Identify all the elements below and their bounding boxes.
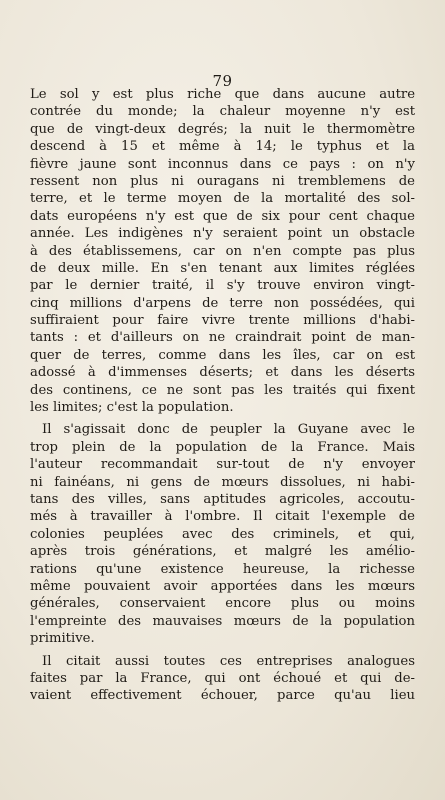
text-line: Il citait aussi toutes ces entreprises analogues (42, 653, 415, 669)
text-line: année. Les indigènes n'y seraient point un obstacle (30, 226, 415, 242)
text-line: à des établissemens, car on n'en compte pas plus (30, 243, 415, 259)
text-line: l'empreinte des mauvaises mœurs de la population (30, 613, 415, 629)
text-line: générales, conservaient encore plus ou moins (30, 596, 415, 612)
text-line: ressent non plus ni ouragans ni tremblemens de (30, 173, 415, 189)
text-line: suffiraient pour faire vivre trente millions d'habi- (30, 313, 415, 329)
text-line: dats européens n'y est que de six pour cent chaque (30, 208, 415, 224)
text-line: après trois générations, et malgré les amélio- (30, 544, 415, 560)
paragraph (30, 421, 415, 647)
text-line: fièvre jaune sont inconnus dans ce pays : on n'y (30, 156, 415, 172)
text-line: tants : et d'ailleurs on ne craindrait point de man- (30, 330, 415, 346)
text-line: adossé à d'immenses déserts; et dans les déserts (30, 365, 415, 381)
text-line: les limites; c'est la population. (30, 400, 234, 416)
text-line: ni fainéans, ni gens de mœurs dissolues, ni habi- (30, 474, 415, 490)
text-line: même pouvaient avoir apportées dans les mœurs (30, 578, 415, 594)
text-line: cinq millions d'arpens de terre non possédées, qui (30, 295, 415, 311)
text-line: contrée du monde; la chaleur moyenne n'y est (30, 104, 415, 120)
text-line: des continens, ce ne sont pas les traités qui fixent (30, 382, 415, 398)
text-line: que de vingt-deux degrés; la nuit le thermomètre (30, 121, 415, 137)
text-line: vaient effectivement échouer, parce qu'au lieu (30, 688, 415, 704)
paragraph (30, 653, 415, 705)
text-line: terre, et le terme moyen de la mortalité des sol- (30, 191, 415, 207)
text-line: colonies peuplées avec des criminels, et qui, (30, 526, 415, 542)
text-line: faites par la France, qui ont échoué et qui de- (30, 670, 415, 686)
text-block (30, 86, 415, 705)
text-line: primitive. (30, 631, 95, 647)
text-line: quer de terres, comme dans les îles, car on est (30, 347, 415, 363)
page-number: 79 (212, 72, 233, 90)
text-line: par le dernier traité, il s'y trouve environ vingt- (30, 278, 415, 294)
text-line: tans des villes, sans aptitudes agricoles, accoutu- (30, 491, 415, 507)
text-line: Il s'agissait donc de peupler la Guyane avec le (42, 422, 415, 438)
paragraph (30, 86, 415, 416)
text-line: de deux mille. En s'en tenant aux limites réglées (30, 260, 415, 276)
text-line: l'auteur recommandait sur-tout de n'y envoyer (30, 457, 415, 473)
text-line: descend à 15 et même à 14; le typhus et la (30, 139, 415, 155)
text-line: Le sol y est plus riche que dans aucune autre (30, 87, 415, 102)
text-line: rations qu'une existence heureuse, la richesse (30, 561, 415, 577)
text-line: més à travailler à l'ombre. Il citait l'exemple de (30, 509, 415, 525)
text-line: trop plein de la population de la France. Mais (30, 439, 415, 455)
